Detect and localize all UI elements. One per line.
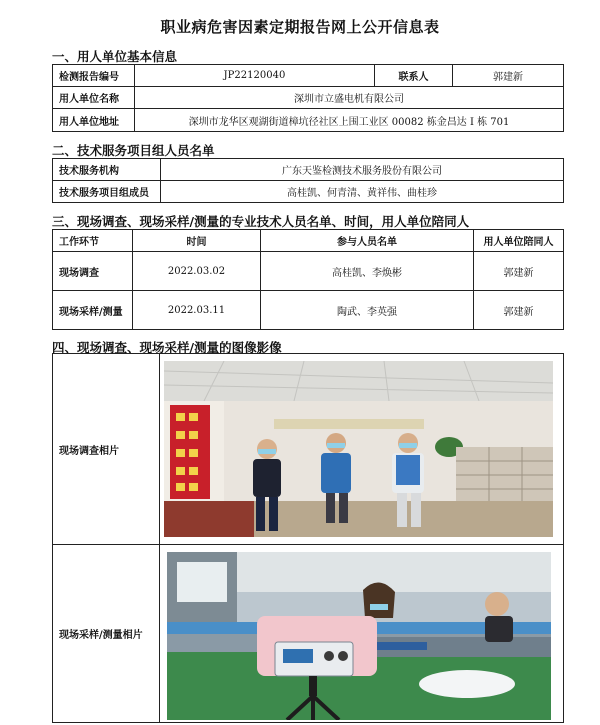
- report-no-value: JP22120040: [135, 65, 375, 87]
- row-participants: 陶武、李英强: [261, 291, 474, 330]
- col-header-stage: 工作环节: [53, 230, 133, 252]
- survey-photo-label: 现场调查相片: [53, 354, 160, 545]
- section-3-heading: 三、现场调查、现场采样/测量的专业技术人员名单、时间，用人单位陪同人: [52, 214, 470, 229]
- survey-photo: [164, 361, 553, 537]
- table-row: [53, 252, 564, 291]
- col-header-participants: 参与人员名单: [261, 230, 474, 252]
- section-4-heading: 四、现场调查、现场采样/测量的图像影像: [52, 340, 282, 355]
- sampling-photo: [167, 552, 551, 720]
- members-label: 技术服务项目组成员: [53, 181, 161, 203]
- row-time: 2022.03.11: [133, 291, 261, 330]
- page-title: 职业病危害因素定期报告网上公开信息表: [160, 18, 440, 36]
- members-value: 高桂凯、何青清、黄祥伟、曲桂珍: [161, 181, 564, 203]
- row-stage: 现场采样/测量: [53, 291, 133, 330]
- report-no-label: 检测报告编号: [53, 65, 135, 87]
- col-header-escort: 用人单位陪同人: [474, 230, 564, 252]
- basic-info-table: [52, 64, 564, 132]
- contact-value: 郭建新: [453, 65, 564, 87]
- agency-value: 广东天鉴检测技术服务股份有限公司: [161, 159, 564, 181]
- row-stage: 现场调查: [53, 252, 133, 291]
- row-time: 2022.03.02: [133, 252, 261, 291]
- tech-service-table: [52, 158, 564, 203]
- row-escort: 郭建新: [474, 291, 564, 330]
- address-label: 用人单位地址: [53, 109, 135, 132]
- agency-label: 技术服务机构: [53, 159, 161, 181]
- table-row: [53, 291, 564, 330]
- col-header-time: 时间: [133, 230, 261, 252]
- section-2-heading: 二、技术服务项目组人员名单: [52, 143, 215, 158]
- row-escort: 郭建新: [474, 252, 564, 291]
- company-label: 用人单位名称: [53, 87, 135, 109]
- row-participants: 高桂凯、李焕彬: [261, 252, 474, 291]
- sampling-photo-label: 现场采样/测量相片: [53, 545, 160, 723]
- contact-label: 联系人: [375, 65, 453, 87]
- address-value: 深圳市龙华区观湖街道樟坑径社区上围工业区 00082 栋金昌达 I 栋 701: [135, 109, 564, 132]
- fieldwork-table: [52, 229, 564, 330]
- section-1-heading: 一、用人单位基本信息: [52, 49, 178, 64]
- company-value: 深圳市立盛电机有限公司: [135, 87, 564, 109]
